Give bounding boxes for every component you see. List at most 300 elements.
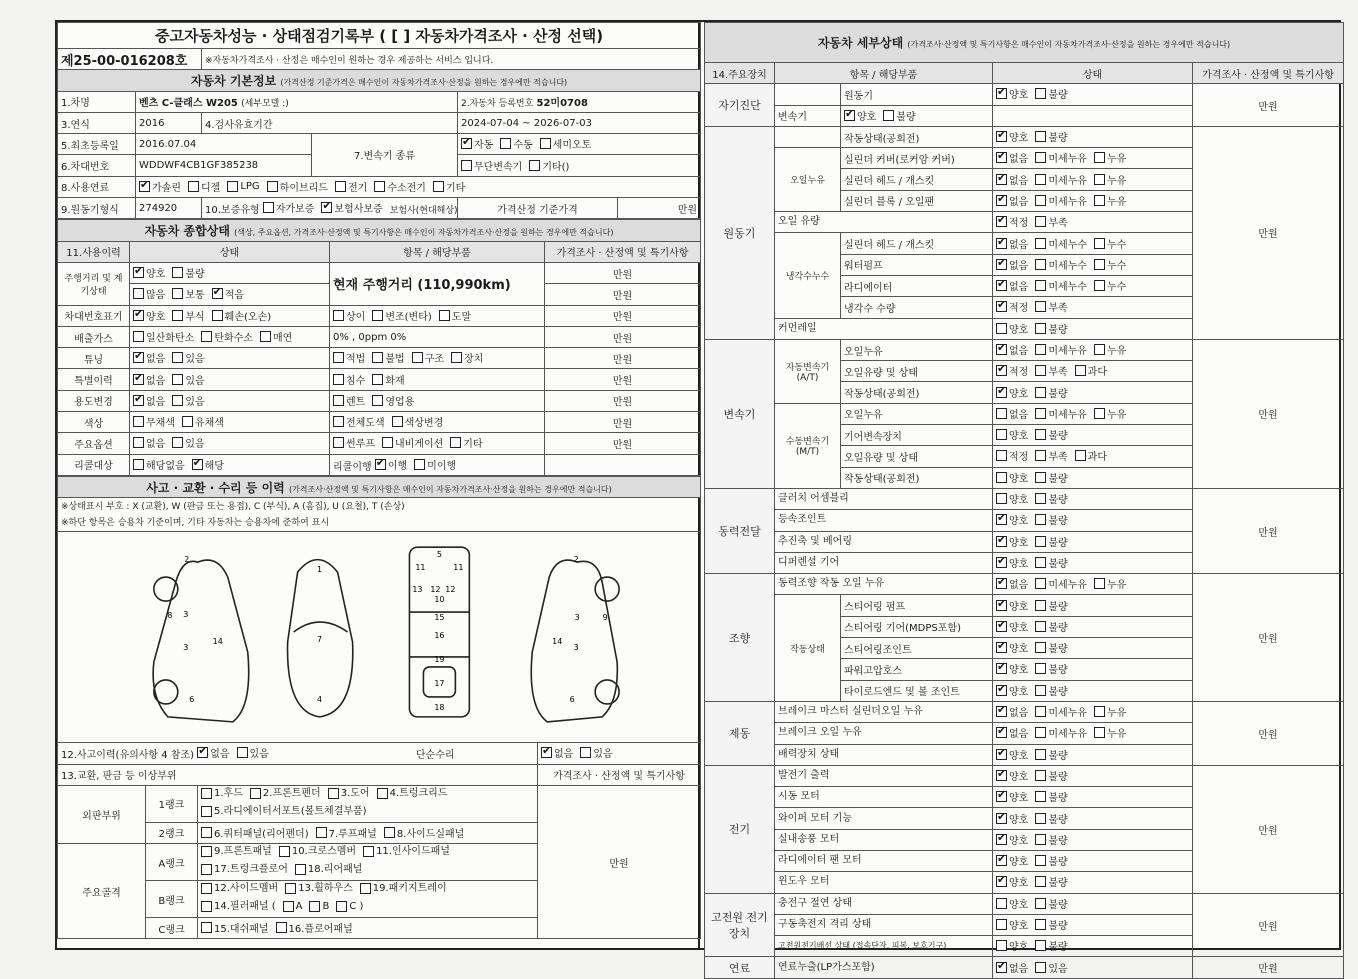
checkbox-option[interactable] — [375, 457, 407, 472]
checkbox[interactable] — [996, 642, 1007, 653]
checkbox-option[interactable] — [1035, 938, 1067, 953]
checkbox[interactable] — [201, 864, 212, 875]
checkbox-option[interactable] — [996, 236, 1028, 251]
checkbox-option[interactable] — [201, 804, 367, 819]
checkbox[interactable] — [996, 493, 1007, 504]
checkbox[interactable] — [1094, 280, 1105, 291]
checkbox[interactable] — [996, 621, 1007, 632]
checkbox-option[interactable] — [996, 917, 1028, 932]
checkbox-option[interactable] — [377, 786, 448, 801]
checkbox-option[interactable] — [201, 786, 243, 801]
checkbox[interactable] — [996, 898, 1007, 909]
checkbox-option[interactable] — [996, 598, 1028, 613]
checkbox[interactable] — [1035, 876, 1046, 887]
checkbox[interactable] — [172, 374, 183, 385]
checkbox[interactable] — [1094, 578, 1105, 589]
checkbox[interactable] — [1035, 280, 1046, 291]
checkbox-option[interactable] — [996, 193, 1028, 208]
checkbox-option[interactable] — [461, 136, 493, 151]
checkbox-option[interactable] — [309, 899, 329, 914]
checkbox-option[interactable] — [996, 640, 1028, 655]
checkbox[interactable] — [133, 395, 144, 406]
checkbox-option[interactable] — [1035, 278, 1087, 293]
checkbox-option[interactable] — [1035, 811, 1067, 826]
checkbox-option[interactable] — [360, 881, 447, 896]
checkbox-option[interactable] — [201, 881, 278, 896]
checkbox-option[interactable] — [996, 470, 1028, 485]
checkbox[interactable] — [1035, 749, 1046, 760]
checkbox-option[interactable] — [996, 789, 1028, 804]
checkbox[interactable] — [996, 578, 1007, 589]
checkbox-option[interactable] — [335, 179, 367, 194]
checkbox[interactable] — [172, 437, 183, 448]
checkbox-option[interactable] — [996, 534, 1028, 549]
checkbox-option[interactable] — [1075, 363, 1107, 378]
checkbox[interactable] — [1035, 855, 1046, 866]
checkbox[interactable] — [996, 855, 1007, 866]
checkbox-option[interactable] — [1035, 470, 1067, 485]
checkbox-option[interactable] — [1035, 491, 1067, 506]
checkbox-option[interactable] — [996, 172, 1028, 187]
checkbox[interactable] — [996, 727, 1007, 738]
checkbox-option[interactable] — [372, 372, 404, 387]
checkbox-option[interactable] — [172, 372, 204, 387]
checkbox-option[interactable] — [182, 414, 224, 429]
checkbox-option[interactable] — [1094, 150, 1126, 165]
checkbox-option[interactable] — [316, 825, 377, 840]
checkbox[interactable] — [384, 827, 395, 838]
checkbox-option[interactable] — [279, 844, 356, 859]
checkbox[interactable] — [1035, 238, 1046, 249]
checkbox-option[interactable] — [541, 745, 573, 760]
checkbox[interactable] — [1035, 259, 1046, 270]
checkbox[interactable] — [996, 557, 1007, 568]
checkbox[interactable] — [996, 195, 1007, 206]
checkbox[interactable] — [461, 138, 472, 149]
checkbox[interactable] — [201, 922, 212, 933]
checkbox[interactable] — [372, 352, 383, 363]
checkbox[interactable] — [133, 437, 144, 448]
checkbox[interactable] — [392, 416, 403, 427]
checkbox-option[interactable] — [1094, 236, 1126, 251]
checkbox-option[interactable] — [1035, 385, 1067, 400]
checkbox[interactable] — [201, 331, 212, 342]
checkbox[interactable] — [372, 310, 383, 321]
checkbox[interactable] — [1035, 727, 1046, 738]
checkbox-option[interactable] — [1035, 448, 1067, 463]
checkbox[interactable] — [996, 791, 1007, 802]
checkbox-option[interactable] — [1035, 129, 1067, 144]
checkbox[interactable] — [133, 267, 144, 278]
checkbox[interactable] — [279, 846, 290, 857]
checkbox-option[interactable] — [996, 938, 1028, 953]
checkbox[interactable] — [883, 110, 894, 121]
checkbox-option[interactable] — [883, 108, 915, 123]
checkbox[interactable] — [316, 827, 327, 838]
checkbox-option[interactable] — [1035, 747, 1067, 762]
checkbox[interactable] — [1035, 408, 1046, 419]
checkbox[interactable] — [529, 160, 540, 171]
checkbox-option[interactable] — [996, 747, 1028, 762]
checkbox[interactable] — [540, 138, 551, 149]
checkbox-option[interactable] — [172, 435, 204, 450]
checkbox[interactable] — [1094, 195, 1105, 206]
checkbox-option[interactable] — [1035, 406, 1087, 421]
checkbox[interactable] — [133, 374, 144, 385]
checkbox[interactable] — [451, 352, 462, 363]
checkbox[interactable] — [133, 310, 144, 321]
checkbox-option[interactable] — [996, 214, 1028, 229]
checkbox-option[interactable] — [1094, 257, 1126, 272]
checkbox-option[interactable] — [227, 181, 259, 192]
checkbox[interactable] — [996, 131, 1007, 142]
checkbox[interactable] — [360, 883, 371, 894]
checkbox-option[interactable] — [172, 393, 204, 408]
checkbox[interactable] — [996, 88, 1007, 99]
checkbox-option[interactable] — [1035, 598, 1067, 613]
checkbox-option[interactable] — [1035, 427, 1067, 442]
checkbox-option[interactable] — [439, 308, 471, 323]
checkbox[interactable] — [1094, 238, 1105, 249]
checkbox-option[interactable] — [996, 704, 1028, 719]
checkbox[interactable] — [996, 280, 1007, 291]
checkbox-option[interactable] — [1035, 512, 1067, 527]
checkbox-option[interactable] — [1035, 172, 1087, 187]
checkbox-option[interactable] — [133, 414, 175, 429]
checkbox-option[interactable] — [172, 308, 204, 323]
checkbox[interactable] — [412, 352, 423, 363]
checkbox-option[interactable] — [1035, 86, 1067, 101]
checkbox[interactable] — [201, 806, 212, 817]
checkbox[interactable] — [133, 331, 144, 342]
checkbox[interactable] — [1035, 174, 1046, 185]
checkbox-option[interactable] — [996, 555, 1028, 570]
checkbox-option[interactable] — [414, 457, 456, 472]
checkbox[interactable] — [1035, 813, 1046, 824]
checkbox[interactable] — [996, 706, 1007, 717]
checkbox-option[interactable] — [1035, 363, 1067, 378]
checkbox-option[interactable] — [1035, 214, 1067, 229]
checkbox[interactable] — [1094, 727, 1105, 738]
checkbox[interactable] — [1035, 216, 1046, 227]
checkbox-option[interactable] — [996, 385, 1028, 400]
checkbox[interactable] — [133, 416, 144, 427]
checkbox[interactable] — [336, 901, 347, 912]
checkbox[interactable] — [212, 310, 223, 321]
checkbox[interactable] — [1035, 344, 1046, 355]
checkbox-option[interactable] — [372, 308, 431, 323]
checkbox-option[interactable] — [996, 363, 1028, 378]
checkbox[interactable] — [1035, 429, 1046, 440]
checkbox[interactable] — [1035, 131, 1046, 142]
checkbox-option[interactable] — [1035, 896, 1067, 911]
checkbox[interactable] — [250, 788, 261, 799]
checkbox-option[interactable] — [996, 725, 1028, 740]
checkbox[interactable] — [333, 352, 344, 363]
checkbox-option[interactable] — [1094, 172, 1126, 187]
checkbox[interactable] — [996, 238, 1007, 249]
checkbox-option[interactable] — [188, 179, 220, 194]
checkbox-option[interactable] — [996, 683, 1028, 698]
checkbox-option[interactable] — [133, 393, 165, 408]
checkbox[interactable] — [260, 331, 271, 342]
checkbox[interactable] — [450, 437, 461, 448]
checkbox-option[interactable] — [133, 265, 165, 280]
checkbox[interactable] — [1035, 642, 1046, 653]
checkbox[interactable] — [333, 310, 344, 321]
checkbox[interactable] — [201, 846, 212, 857]
checkbox[interactable] — [1035, 557, 1046, 568]
checkbox[interactable] — [996, 216, 1007, 227]
checkbox[interactable] — [172, 310, 183, 321]
checkbox-option[interactable] — [201, 899, 276, 914]
checkbox-option[interactable] — [133, 308, 165, 323]
checkbox[interactable] — [328, 788, 339, 799]
checkbox-option[interactable] — [1035, 853, 1067, 868]
checkbox-option[interactable] — [844, 108, 876, 123]
checkbox[interactable] — [1035, 152, 1046, 163]
checkbox-option[interactable] — [1035, 236, 1087, 251]
checkbox[interactable] — [212, 288, 223, 299]
checkbox[interactable] — [182, 416, 193, 427]
checkbox[interactable] — [996, 962, 1007, 973]
checkbox[interactable] — [996, 174, 1007, 185]
checkbox-option[interactable] — [212, 286, 244, 301]
checkbox-option[interactable] — [1094, 342, 1126, 357]
checkbox[interactable] — [996, 450, 1007, 461]
checkbox[interactable] — [996, 387, 1007, 398]
checkbox[interactable] — [1035, 919, 1046, 930]
checkbox[interactable] — [1035, 600, 1046, 611]
checkbox[interactable] — [996, 365, 1007, 376]
checkbox[interactable] — [996, 919, 1007, 930]
checkbox-option[interactable] — [1035, 683, 1067, 698]
checkbox-option[interactable] — [996, 278, 1028, 293]
checkbox[interactable] — [541, 747, 552, 758]
checkbox-option[interactable] — [276, 920, 353, 935]
checkbox-option[interactable] — [372, 393, 414, 408]
checkbox-option[interactable] — [384, 825, 465, 840]
checkbox[interactable] — [1035, 514, 1046, 525]
checkbox[interactable] — [1035, 791, 1046, 802]
checkbox[interactable] — [580, 747, 591, 758]
checkbox[interactable] — [172, 288, 183, 299]
checkbox[interactable] — [996, 408, 1007, 419]
checkbox-option[interactable] — [1035, 534, 1067, 549]
checkbox-option[interactable] — [1035, 299, 1067, 314]
checkbox[interactable] — [133, 288, 144, 299]
checkbox[interactable] — [461, 160, 472, 171]
checkbox-option[interactable] — [996, 491, 1028, 506]
checkbox-option[interactable] — [996, 299, 1028, 314]
checkbox-option[interactable] — [996, 811, 1028, 826]
checkbox[interactable] — [1035, 706, 1046, 717]
checkbox[interactable] — [996, 834, 1007, 845]
checkbox-option[interactable] — [285, 881, 353, 896]
checkbox[interactable] — [375, 459, 386, 470]
checkbox-option[interactable] — [321, 200, 382, 215]
checkbox[interactable] — [267, 181, 278, 192]
checkbox[interactable] — [1035, 88, 1046, 99]
checkbox[interactable] — [996, 344, 1007, 355]
checkbox-option[interactable] — [996, 960, 1028, 975]
checkbox[interactable] — [1035, 898, 1046, 909]
checkbox-option[interactable] — [1094, 725, 1126, 740]
checkbox-option[interactable] — [333, 414, 385, 429]
checkbox-option[interactable] — [451, 350, 483, 365]
checkbox[interactable] — [1094, 408, 1105, 419]
checkbox[interactable] — [276, 922, 287, 933]
checkbox[interactable] — [1094, 259, 1105, 270]
checkbox-option[interactable] — [295, 862, 363, 877]
checkbox[interactable] — [1035, 770, 1046, 781]
checkbox-option[interactable] — [996, 86, 1028, 101]
checkbox-option[interactable] — [133, 350, 165, 365]
checkbox-option[interactable] — [996, 129, 1028, 144]
checkbox-option[interactable] — [250, 786, 321, 801]
checkbox[interactable] — [172, 352, 183, 363]
checkbox-option[interactable] — [1035, 960, 1067, 975]
checkbox[interactable] — [321, 202, 332, 213]
checkbox-option[interactable] — [374, 179, 426, 194]
checkbox-option[interactable] — [996, 427, 1028, 442]
checkbox-option[interactable] — [336, 899, 363, 914]
checkbox[interactable] — [139, 181, 150, 192]
checkbox[interactable] — [192, 459, 203, 470]
checkbox-option[interactable] — [1035, 832, 1067, 847]
checkbox[interactable] — [996, 301, 1007, 312]
checkbox-option[interactable] — [192, 457, 224, 472]
checkbox[interactable] — [1094, 344, 1105, 355]
checkbox-option[interactable] — [333, 308, 365, 323]
checkbox-option[interactable] — [392, 414, 444, 429]
checkbox[interactable] — [1075, 365, 1086, 376]
checkbox[interactable] — [996, 514, 1007, 525]
checkbox-option[interactable] — [1035, 661, 1067, 676]
checkbox-option[interactable] — [500, 136, 532, 151]
checkbox-option[interactable] — [382, 435, 443, 450]
checkbox-option[interactable] — [197, 745, 229, 760]
checkbox-option[interactable] — [212, 308, 271, 323]
checkbox-option[interactable] — [172, 286, 204, 301]
checkbox-option[interactable] — [996, 512, 1028, 527]
checkbox[interactable] — [372, 395, 383, 406]
checkbox-option[interactable] — [328, 786, 370, 801]
checkbox-option[interactable] — [201, 920, 269, 935]
checkbox[interactable] — [996, 536, 1007, 547]
checkbox-option[interactable] — [1094, 576, 1126, 591]
checkbox-option[interactable] — [1035, 768, 1067, 783]
checkbox[interactable] — [382, 437, 393, 448]
checkbox-option[interactable] — [996, 576, 1028, 591]
checkbox-option[interactable] — [237, 745, 269, 760]
checkbox-option[interactable] — [1094, 406, 1126, 421]
checkbox-option[interactable] — [450, 435, 482, 450]
checkbox-option[interactable] — [1035, 725, 1087, 740]
checkbox[interactable] — [237, 747, 248, 758]
checkbox-option[interactable] — [996, 342, 1028, 357]
checkbox-option[interactable] — [1035, 321, 1067, 336]
checkbox[interactable] — [1035, 536, 1046, 547]
checkbox-option[interactable] — [133, 372, 165, 387]
checkbox[interactable] — [333, 437, 344, 448]
checkbox-option[interactable] — [996, 257, 1028, 272]
checkbox[interactable] — [1035, 493, 1046, 504]
checkbox-option[interactable] — [133, 286, 165, 301]
checkbox[interactable] — [500, 138, 511, 149]
checkbox[interactable] — [996, 259, 1007, 270]
checkbox-option[interactable] — [1035, 257, 1087, 272]
checkbox-option[interactable] — [1035, 874, 1067, 889]
checkbox-option[interactable] — [363, 844, 450, 859]
checkbox-option[interactable] — [201, 862, 288, 877]
checkbox[interactable] — [996, 152, 1007, 163]
checkbox-option[interactable] — [996, 874, 1028, 889]
checkbox[interactable] — [377, 788, 388, 799]
checkbox[interactable] — [1035, 621, 1046, 632]
checkbox[interactable] — [996, 876, 1007, 887]
checkbox-option[interactable] — [372, 350, 404, 365]
checkbox[interactable] — [996, 770, 1007, 781]
checkbox-option[interactable] — [1035, 640, 1067, 655]
checkbox-option[interactable] — [139, 179, 181, 194]
checkbox[interactable] — [188, 181, 199, 192]
checkbox[interactable] — [197, 747, 208, 758]
checkbox[interactable] — [1035, 323, 1046, 334]
checkbox[interactable] — [283, 901, 294, 912]
checkbox[interactable] — [172, 267, 183, 278]
checkbox-option[interactable] — [201, 329, 253, 344]
checkbox-option[interactable] — [333, 435, 375, 450]
checkbox[interactable] — [1035, 450, 1046, 461]
checkbox[interactable] — [1094, 706, 1105, 717]
checkbox[interactable] — [996, 813, 1007, 824]
checkbox[interactable] — [201, 901, 212, 912]
checkbox[interactable] — [1035, 834, 1046, 845]
checkbox[interactable] — [1035, 301, 1046, 312]
checkbox[interactable] — [133, 459, 144, 470]
checkbox-option[interactable] — [1094, 193, 1126, 208]
checkbox-option[interactable] — [133, 329, 194, 344]
checkbox[interactable] — [844, 110, 855, 121]
checkbox[interactable] — [201, 883, 212, 894]
checkbox[interactable] — [201, 788, 212, 799]
checkbox[interactable] — [172, 395, 183, 406]
checkbox-option[interactable] — [1035, 555, 1067, 570]
checkbox[interactable] — [374, 181, 385, 192]
checkbox-option[interactable] — [172, 350, 204, 365]
checkbox[interactable] — [363, 846, 374, 857]
checkbox-option[interactable] — [996, 661, 1028, 676]
checkbox[interactable] — [996, 429, 1007, 440]
checkbox[interactable] — [439, 310, 450, 321]
checkbox-option[interactable] — [1035, 619, 1067, 634]
checkbox-option[interactable] — [1075, 448, 1107, 463]
checkbox-option[interactable] — [1035, 789, 1067, 804]
checkbox-option[interactable] — [333, 393, 365, 408]
checkbox[interactable] — [996, 600, 1007, 611]
checkbox-option[interactable] — [996, 896, 1028, 911]
checkbox[interactable] — [1035, 195, 1046, 206]
checkbox[interactable] — [996, 685, 1007, 696]
checkbox-option[interactable] — [461, 158, 522, 173]
checkbox-option[interactable] — [412, 350, 444, 365]
checkbox[interactable] — [1035, 472, 1046, 483]
checkbox[interactable] — [372, 374, 383, 385]
checkbox[interactable] — [263, 202, 274, 213]
checkbox-option[interactable] — [172, 265, 204, 280]
checkbox-option[interactable] — [1094, 278, 1126, 293]
